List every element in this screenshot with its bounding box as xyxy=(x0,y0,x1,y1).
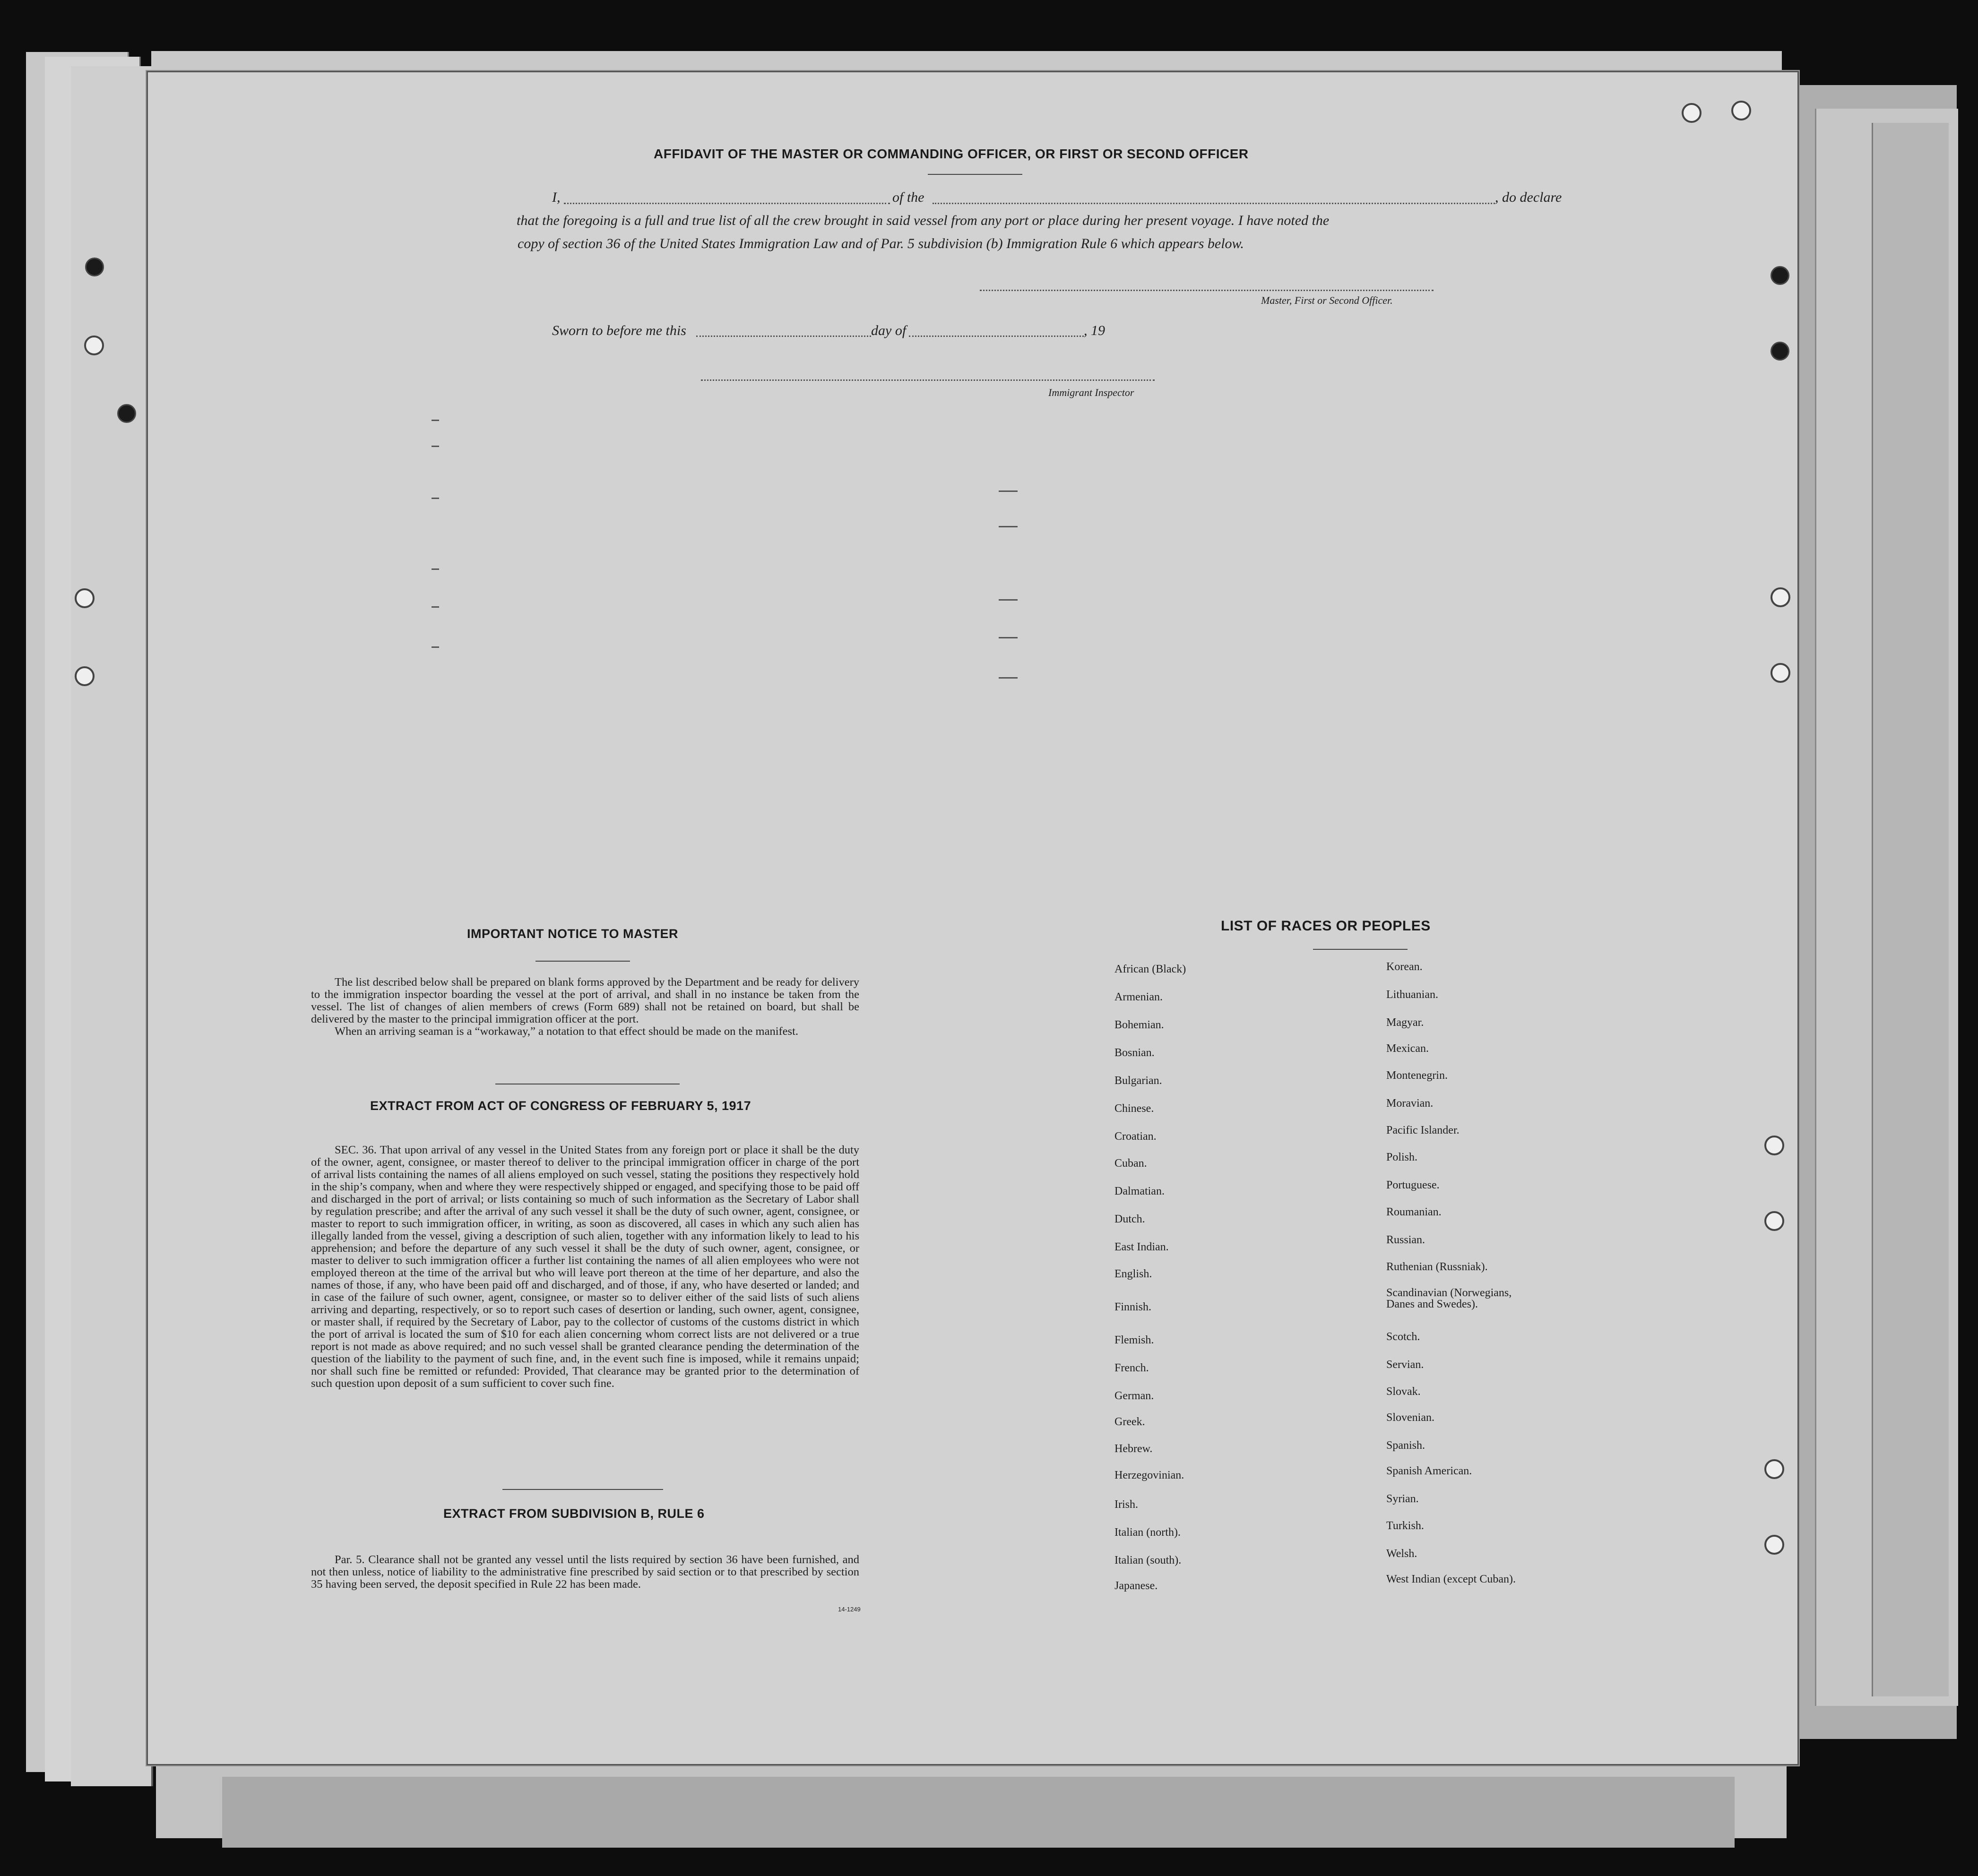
day-of-label: day of xyxy=(871,323,907,338)
race-left-item: Herzegovinian. xyxy=(1114,1469,1184,1481)
race-right-item: Moravian. xyxy=(1386,1097,1434,1110)
race-left-item: Hebrew. xyxy=(1114,1443,1153,1455)
faint-mark xyxy=(432,420,439,421)
paper-edge xyxy=(222,1777,1735,1848)
race-right-item: Magyar. xyxy=(1386,1016,1424,1029)
act-extract-paragraph: SEC. 36. That upon arrival of any vessel in the United States from any foreign port or place it shall be the duty of the owner, agent, consignee, or master thereof to deliver to the principal immigration officer in charge of the port of arrival lists containing the names of all aliens employed on such vessel, stating the positions they respectively hold in the ship’s company, when and where they were respectively shipped or engaged, and specifying those to be paid off and discharged in the port of arrival; or lists containing so much of such information as the Secretary of Labor shall by regulation prescribe; and after the arrival of any such vessel it shall be the duty of such owner, agent, consignee, or master to report to such immigration officer, in writing, as soon as discovered, all cases in which any such alien has illegally landed from the vessel, giving a description of such alien, together with any information likely to lead to his apprehension; and before the departure of any such vessel it shall be the duty of such owner, agent, consignee, or master to deliver to such immigration officer a further list containing the names of all alien employees who were not employed thereon at the time of the arrival but who will leave port thereon at the time of her departure, and also the names of those, if any, who have been paid off and discharged, and of those, if any, who have deserted or landed; and in case of the failure of such owner, agent, consignee, or master so to deliver either of the said lists of such aliens arriving and departing, respectively, or so to report such cases of desertion or landing, such owner, agent, consignee, or master shall, if required by the Secretary of Labor, pay to the collector of customs of the customs district in which the port of arrival is located the sum of $10 for each alien concerning whom correct lists are not delivered or a true report is not made as above required; and no such vessel shall be granted clearance pending the determination of the question of the liability to the payment of such fine, and, in the event such fine is imposed, while it remains unpaid; nor shall such fine be remitted or refunded: Provided, That clearance may be granted prior to the determination of such question upon deposit of a sum sufficient to cover such fine. xyxy=(311,1144,859,1390)
master-caption: Master, First or Second Officer. xyxy=(1261,294,1393,306)
faint-mark xyxy=(432,568,439,570)
notice-paragraph: The list described below shall be prepared on blank forms approved by the Department and be ready for delivery to the immigration inspector boarding the vessel at the port of arrival, and shall in no instance be taken from the vessel. The list of changes of alien members of crews (Form 689) shall not be retained on board, but shall be delivered by the master to the principal immigration officer at the port. xyxy=(311,976,859,1025)
race-left-item: Dalmatian. xyxy=(1114,1185,1165,1197)
race-left-item: Italian (south). xyxy=(1114,1554,1182,1566)
race-right-item: Scotch. xyxy=(1386,1331,1420,1343)
race-left-item: Bulgarian. xyxy=(1114,1075,1162,1087)
race-left-item: Bosnian. xyxy=(1114,1047,1155,1059)
faint-mark xyxy=(432,646,439,648)
punch-hole xyxy=(85,258,104,276)
race-left-item: Cuban. xyxy=(1114,1157,1147,1170)
race-left-item: Chinese. xyxy=(1114,1102,1154,1115)
punch-hole xyxy=(1731,101,1751,120)
race-left-item: East Indian. xyxy=(1114,1241,1169,1253)
punch-hole xyxy=(1771,266,1789,285)
punch-hole xyxy=(117,404,136,423)
punch-hole xyxy=(1764,1535,1784,1555)
race-right-item: Mexican. xyxy=(1386,1042,1429,1055)
race-left-item: Bohemian. xyxy=(1114,1019,1164,1031)
race-right-item: West Indian (except Cuban). xyxy=(1386,1573,1516,1585)
rule-extract-title: EXTRACT FROM SUBDIVISION B, RULE 6 xyxy=(443,1506,705,1521)
faint-mark xyxy=(432,498,439,499)
race-right-item: Syrian. xyxy=(1386,1493,1419,1505)
race-left-item: African (Black) xyxy=(1114,963,1186,975)
divider xyxy=(502,1489,663,1490)
notice-paragraph: When an arriving seaman is a “workaway,” a notation to that effect should be made on the manifest. xyxy=(335,1025,799,1038)
race-left-item: Croatian. xyxy=(1114,1130,1157,1143)
punch-hole xyxy=(1771,587,1790,607)
affidavit-line-3: copy of section 36 of the United States Immigration Law and of Par. 5 subdivision (b) Immigration Rule 6 which appears below. xyxy=(518,236,1244,251)
race-right-item: Russian. xyxy=(1386,1234,1425,1246)
race-left-item: Flemish. xyxy=(1114,1334,1154,1346)
race-left-item: Irish. xyxy=(1114,1498,1138,1511)
rule-extract-text xyxy=(311,1554,859,1591)
affidavit-i-label: I, xyxy=(552,189,561,205)
race-right-item: Spanish American. xyxy=(1386,1465,1472,1477)
race-left-item: Finnish. xyxy=(1114,1301,1152,1313)
punch-hole xyxy=(1682,103,1702,123)
do-declare-label: , do declare xyxy=(1495,189,1562,205)
name-blank xyxy=(564,203,890,204)
manifest-sheet xyxy=(147,71,1799,1765)
punch-hole xyxy=(1764,1459,1784,1479)
punch-hole xyxy=(1771,663,1790,683)
race-right-item: Ruthenian (Russniak). xyxy=(1386,1261,1488,1273)
race-left-item: Armenian. xyxy=(1114,991,1163,1003)
race-left-item: Greek. xyxy=(1114,1416,1145,1428)
punch-hole xyxy=(1764,1136,1784,1155)
act-extract-text xyxy=(311,1144,859,1390)
race-left-item: German. xyxy=(1114,1390,1154,1402)
race-right-item: Pacific Islander. xyxy=(1386,1124,1460,1136)
faint-mark xyxy=(999,637,1018,638)
rule-extract-paragraph: Par. 5. Clearance shall not be granted any vessel until the lists required by section 36 have been furnished, and not then unless, notice of liability to the administrative fine prescribed by said section or to that prescribed by section 35 having been served, the deposit specified in Rule 22 has been made. xyxy=(311,1553,859,1591)
paper-edge xyxy=(1872,123,1949,1696)
sworn-date-blank xyxy=(696,336,871,337)
master-signature-line xyxy=(980,290,1434,291)
faint-mark xyxy=(999,599,1018,601)
notice-title: IMPORTANT NOTICE TO MASTER xyxy=(467,927,678,941)
faint-mark xyxy=(999,677,1018,679)
race-left-item: Italian (north). xyxy=(1114,1526,1181,1539)
punch-hole xyxy=(1764,1211,1784,1231)
notice-text xyxy=(311,976,859,1038)
divider xyxy=(536,961,630,962)
race-right-item: Servian. xyxy=(1386,1359,1424,1371)
divider xyxy=(928,174,1022,175)
race-right-item: Turkish. xyxy=(1386,1520,1424,1532)
punch-hole xyxy=(1771,342,1789,361)
year-label: , 19 xyxy=(1084,323,1105,338)
faint-mark xyxy=(999,526,1018,527)
punch-hole xyxy=(75,588,95,608)
sworn-label: Sworn to before me this xyxy=(552,323,686,338)
inspector-caption: Immigrant Inspector xyxy=(1048,387,1134,398)
vessel-blank xyxy=(933,203,1495,204)
race-left-item: English. xyxy=(1114,1268,1152,1280)
race-left-item: French. xyxy=(1114,1362,1149,1374)
race-right-item: Slovenian. xyxy=(1386,1411,1434,1424)
sworn-month-blank xyxy=(909,336,1084,337)
race-right-item: Montenegrin. xyxy=(1386,1069,1448,1082)
race-left-item: Japanese. xyxy=(1114,1580,1158,1592)
races-title: LIST OF RACES OR PEOPLES xyxy=(1221,918,1431,934)
race-left-item: Dutch. xyxy=(1114,1213,1145,1225)
affidavit-line-2: that the foregoing is a full and true list of all the crew brought in said vessel from any port or place during her present voyage. I have noted the xyxy=(517,213,1330,228)
affidavit-title: AFFIDAVIT OF THE MASTER OR COMMANDING OFFICER, OR FIRST OR SECOND OFFICER xyxy=(654,146,1249,161)
race-right-item: Lithuanian. xyxy=(1386,989,1438,1001)
punch-hole xyxy=(75,666,95,686)
faint-mark xyxy=(999,491,1018,492)
race-right-item: Korean. xyxy=(1386,961,1423,973)
divider xyxy=(1313,949,1408,950)
faint-mark xyxy=(432,606,439,608)
race-right-item: Welsh. xyxy=(1386,1548,1417,1560)
race-right-item: Polish. xyxy=(1386,1151,1418,1163)
race-right-item: Portuguese. xyxy=(1386,1179,1440,1191)
faint-mark xyxy=(432,446,439,447)
act-extract-title: EXTRACT FROM ACT OF CONGRESS OF FEBRUARY 5, 1917 xyxy=(370,1099,751,1113)
race-right-item: Scandinavian (Norwegians, Danes and Swedes). xyxy=(1386,1287,1512,1310)
race-right-item: Slovak. xyxy=(1386,1385,1421,1398)
race-right-item: Roumanian. xyxy=(1386,1206,1442,1218)
form-number: 14-1249 xyxy=(838,1606,861,1613)
affidavit-of-the-label: of the xyxy=(892,189,924,205)
inspector-signature-line xyxy=(701,379,1155,381)
race-right-item: Spanish. xyxy=(1386,1439,1425,1452)
punch-hole xyxy=(84,336,104,355)
paper-edge xyxy=(71,66,153,1786)
